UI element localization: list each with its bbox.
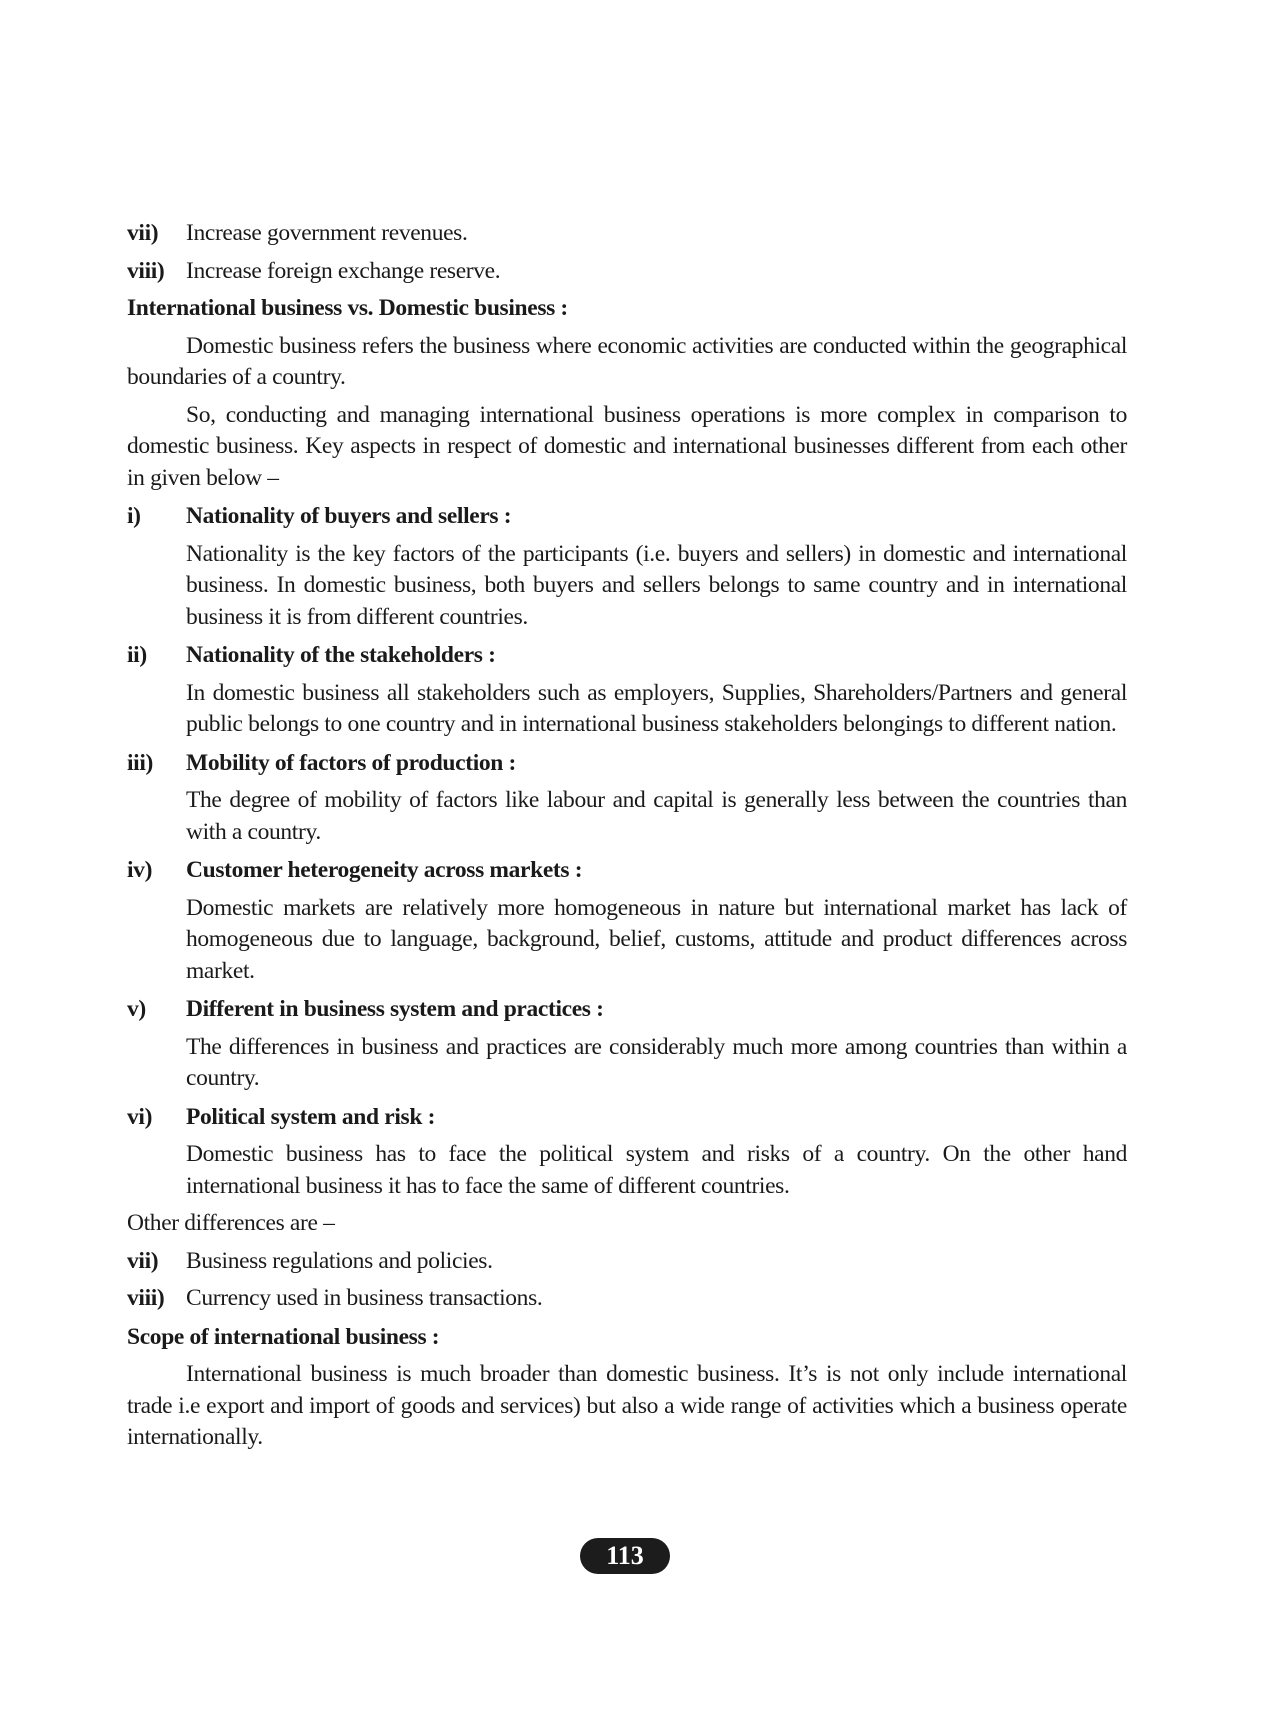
list-number: viii) [127, 257, 165, 284]
list-text: Increase foreign exchange reserve. [186, 257, 501, 284]
list-number: vii) [127, 220, 159, 246]
difference-title [127, 748, 1127, 780]
item-body: In domestic business all stakeholders such as employers, Supplies, Shareholders/Partners and general public belongs to one country and in international business stakeholders belongings to different nation. [186, 679, 1127, 737]
item-title: Mobility of factors of production : [186, 749, 516, 776]
item-number: iii) [127, 749, 154, 776]
list-number: vii) [127, 1247, 159, 1274]
list-item [127, 256, 1127, 288]
item-number: ii) [127, 642, 147, 668]
difference-title [127, 994, 1127, 1026]
item-number: v) [127, 996, 146, 1022]
difference-title [127, 640, 1127, 672]
item-body: The degree of mobility of factors like labour and capital is generally less between the countries than with a country. [186, 787, 1127, 845]
section-heading: Scope of international business : [127, 1323, 440, 1350]
page-number-badge: 113 [580, 1538, 670, 1574]
item-number: i) [127, 503, 141, 529]
list-text: Business regulations and policies. [186, 1247, 493, 1274]
item-title: Customer heterogeneity across markets : [186, 857, 583, 883]
item-number: iv) [127, 857, 153, 883]
item-number: vi) [127, 1103, 153, 1130]
item-body: Domestic business has to face the political system and risks of a country. On the other hand international business it has to face the same of different countries. [186, 1141, 1127, 1199]
page-content [127, 218, 1127, 1454]
other-differences-label: Other differences are – [127, 1210, 335, 1236]
list-number: viii) [127, 1285, 165, 1311]
item-title: Nationality of buyers and sellers : [186, 503, 512, 529]
item-body: The differences in business and practices are considerably much more among countries than within a country. [186, 1033, 1127, 1091]
list-text: Currency used in business transactions. [186, 1285, 543, 1311]
paragraph: International business is much broader than domestic business. It’s is not only include international trade i.e export and import of goods and services) but also a wide range of activities which a business operate internationally. [127, 1361, 1127, 1450]
item-title: Different in business system and practices : [186, 996, 604, 1022]
item-body: Domestic markets are relatively more homogeneous in nature but international market has lack of homogeneous due to language, background, belief, customs, attitude and product differences across market. [186, 894, 1127, 984]
paragraph: So, conducting and managing international business operations is more complex in comparison to domestic business. Key aspects in respect of domestic and international businesses different from each other in given below – [127, 401, 1127, 491]
list-text: Increase government revenues. [186, 220, 468, 246]
item-title: Political system and risk : [186, 1103, 436, 1130]
list-item [127, 1246, 1127, 1278]
item-body: Nationality is the key factors of the participants (i.e. buyers and sellers) in domestic and international business. In domestic business, both buyers and sellers belongs to same country and in international business it is from different countries. [186, 540, 1127, 630]
list-item [127, 218, 1127, 250]
difference-title [127, 501, 1127, 533]
section-heading: International business vs. Domestic business : [127, 295, 568, 321]
list-item [127, 1283, 1127, 1315]
item-title: Nationality of the stakeholders : [186, 642, 496, 668]
difference-title [127, 855, 1127, 887]
paragraph: Domestic business refers the business where economic activities are conducted within the geographical boundaries of a country. [127, 332, 1127, 390]
difference-title [127, 1102, 1127, 1134]
